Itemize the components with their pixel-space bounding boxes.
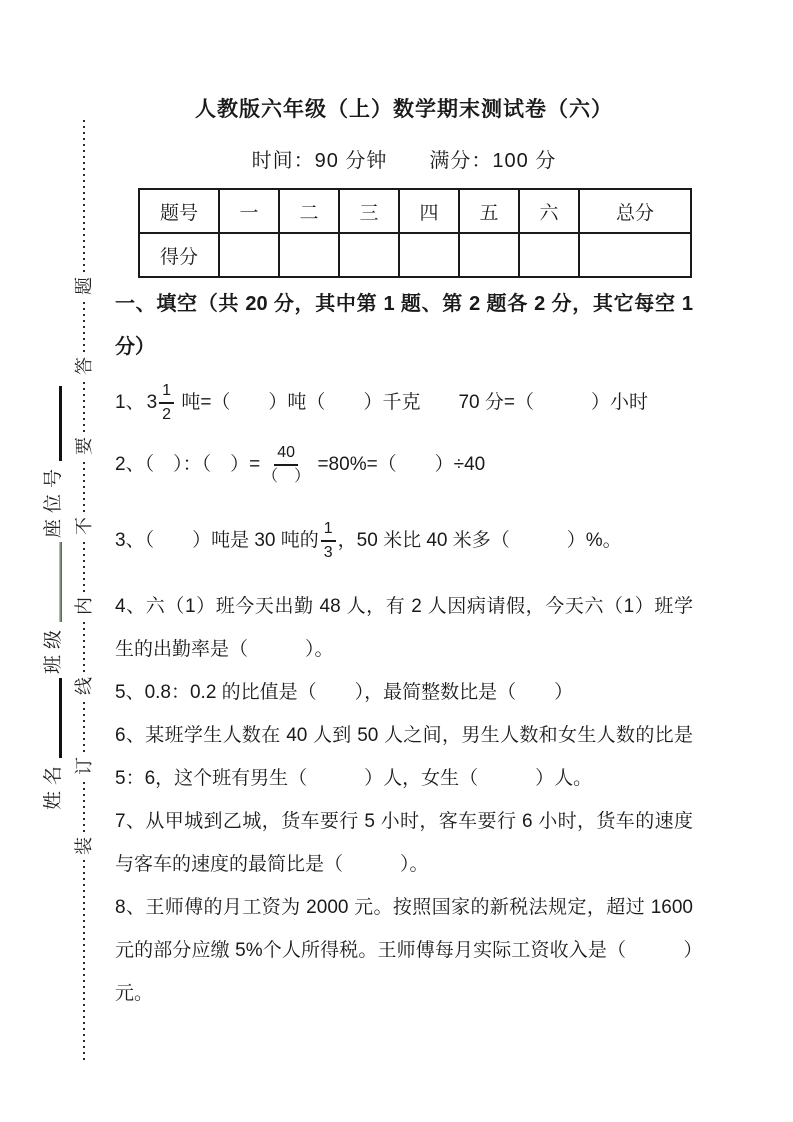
binding-char: 装 bbox=[74, 837, 94, 855]
exam-content bbox=[115, 95, 693, 1015]
score-table-column-header: 二 bbox=[279, 189, 339, 233]
binding-dotted-line bbox=[83, 780, 85, 832]
class-field-blank-line bbox=[59, 542, 62, 622]
score-cell bbox=[459, 233, 519, 277]
question-7: 7、从甲城到乙城，货车要行 5 小时，客车要行 6 小时，货车的速度与客车的速度的最简比是（ ）。 bbox=[115, 811, 693, 875]
seat-number-field-blank-line bbox=[59, 386, 62, 461]
score-table-column-header: 六 bbox=[519, 189, 579, 233]
score-table-column-header: 四 bbox=[399, 189, 459, 233]
binding-char: 订 bbox=[74, 757, 94, 775]
score-table-column-header: 五 bbox=[459, 189, 519, 233]
score-table-header-row bbox=[139, 189, 691, 233]
question-4: 4、六（1）班今天出勤 48 人，有 2 人因病请假，今天六（1）班学生的出勤率是（ ）。 bbox=[115, 596, 693, 660]
score-cell bbox=[219, 233, 279, 277]
question-5: 5、0.8：0.2 的比值是（ ），最简整数比是（ ） bbox=[115, 682, 574, 703]
score-row-label: 得分 bbox=[139, 233, 219, 277]
binding-dotted-line bbox=[83, 380, 85, 432]
binding-char: 要 bbox=[74, 437, 94, 455]
score-table-column-header: 三 bbox=[339, 189, 399, 233]
class-field-label: 班级 bbox=[43, 623, 65, 674]
binding-dotted-line bbox=[83, 700, 85, 752]
binding-dotted-line bbox=[83, 620, 85, 672]
score-cell bbox=[339, 233, 399, 277]
score-cell bbox=[399, 233, 459, 277]
score-table-column-header: 一 bbox=[219, 189, 279, 233]
binding-char: 线 bbox=[74, 677, 94, 695]
binding-char: 题 bbox=[74, 277, 94, 295]
binding-char: 内 bbox=[74, 597, 94, 615]
binding-dotted-line bbox=[83, 860, 85, 1060]
exam-title: 人教版六年级（上）数学期末测试卷（六） bbox=[195, 98, 613, 121]
binding-dotted-line bbox=[83, 120, 85, 272]
name-field-blank-line bbox=[59, 678, 62, 758]
binding-char: 答 bbox=[74, 357, 94, 375]
fraction: 3 $\frac{1}{2}$ bbox=[147, 381, 174, 425]
score-table bbox=[138, 188, 692, 278]
score-cell bbox=[579, 233, 691, 277]
section-one-heading: 一、填空（共 20 分，其中第 1 题、第 2 题各 2 分，其它每空 1 分） bbox=[115, 293, 693, 358]
question-1: 1、 3 $\frac{1}{2}$ 吨=（ ）吨（ ）千克 70 分=（ ）小时 bbox=[115, 382, 648, 423]
score-table-score-row bbox=[139, 233, 691, 277]
name-field-label: 姓名 bbox=[43, 759, 65, 810]
student-info-strip bbox=[39, 340, 65, 810]
fraction: $\frac{1}{3}$ bbox=[321, 519, 336, 563]
binding-dotted-line bbox=[83, 460, 85, 512]
question-2: 2、（ ）：（ ）= $\frac{40}{( )}$ =80%=（ ）÷40 bbox=[115, 444, 486, 485]
score-cell bbox=[279, 233, 339, 277]
exam-meta-line: 时间：90 分钟 满分：100 分 bbox=[251, 150, 557, 172]
binding-char: 不 bbox=[74, 517, 94, 535]
score-table-column-header: 总分 bbox=[579, 189, 691, 233]
question-3: 3、（ ）吨是 30 吨的 $\frac{1}{3}$ ，50 米比 40 米多（ ）%。 bbox=[115, 520, 622, 561]
score-cell bbox=[519, 233, 579, 277]
question-8: 8、王师傅的月工资为 2000 元。按照国家的新税法规定，超过 1600 元的部分应缴 5%个人所得税。王师傅每月实际工资收入是（ ）元。 bbox=[115, 897, 693, 1004]
score-table-corner-cell: 题号 bbox=[139, 189, 219, 233]
binding-dotted-line bbox=[83, 540, 85, 592]
fraction: $\frac{40}{( )}$ bbox=[262, 444, 311, 485]
binding-dotted-line bbox=[83, 300, 85, 352]
binding-line-strip bbox=[72, 120, 96, 1060]
question-6: 6、某班学生人数在 40 人到 50 人之间，男生人数和女生人数的比是 5：6，这个班有男生（ ）人，女生（ ）人。 bbox=[115, 725, 693, 789]
seat-number-field-label: 座位号 bbox=[43, 462, 65, 538]
